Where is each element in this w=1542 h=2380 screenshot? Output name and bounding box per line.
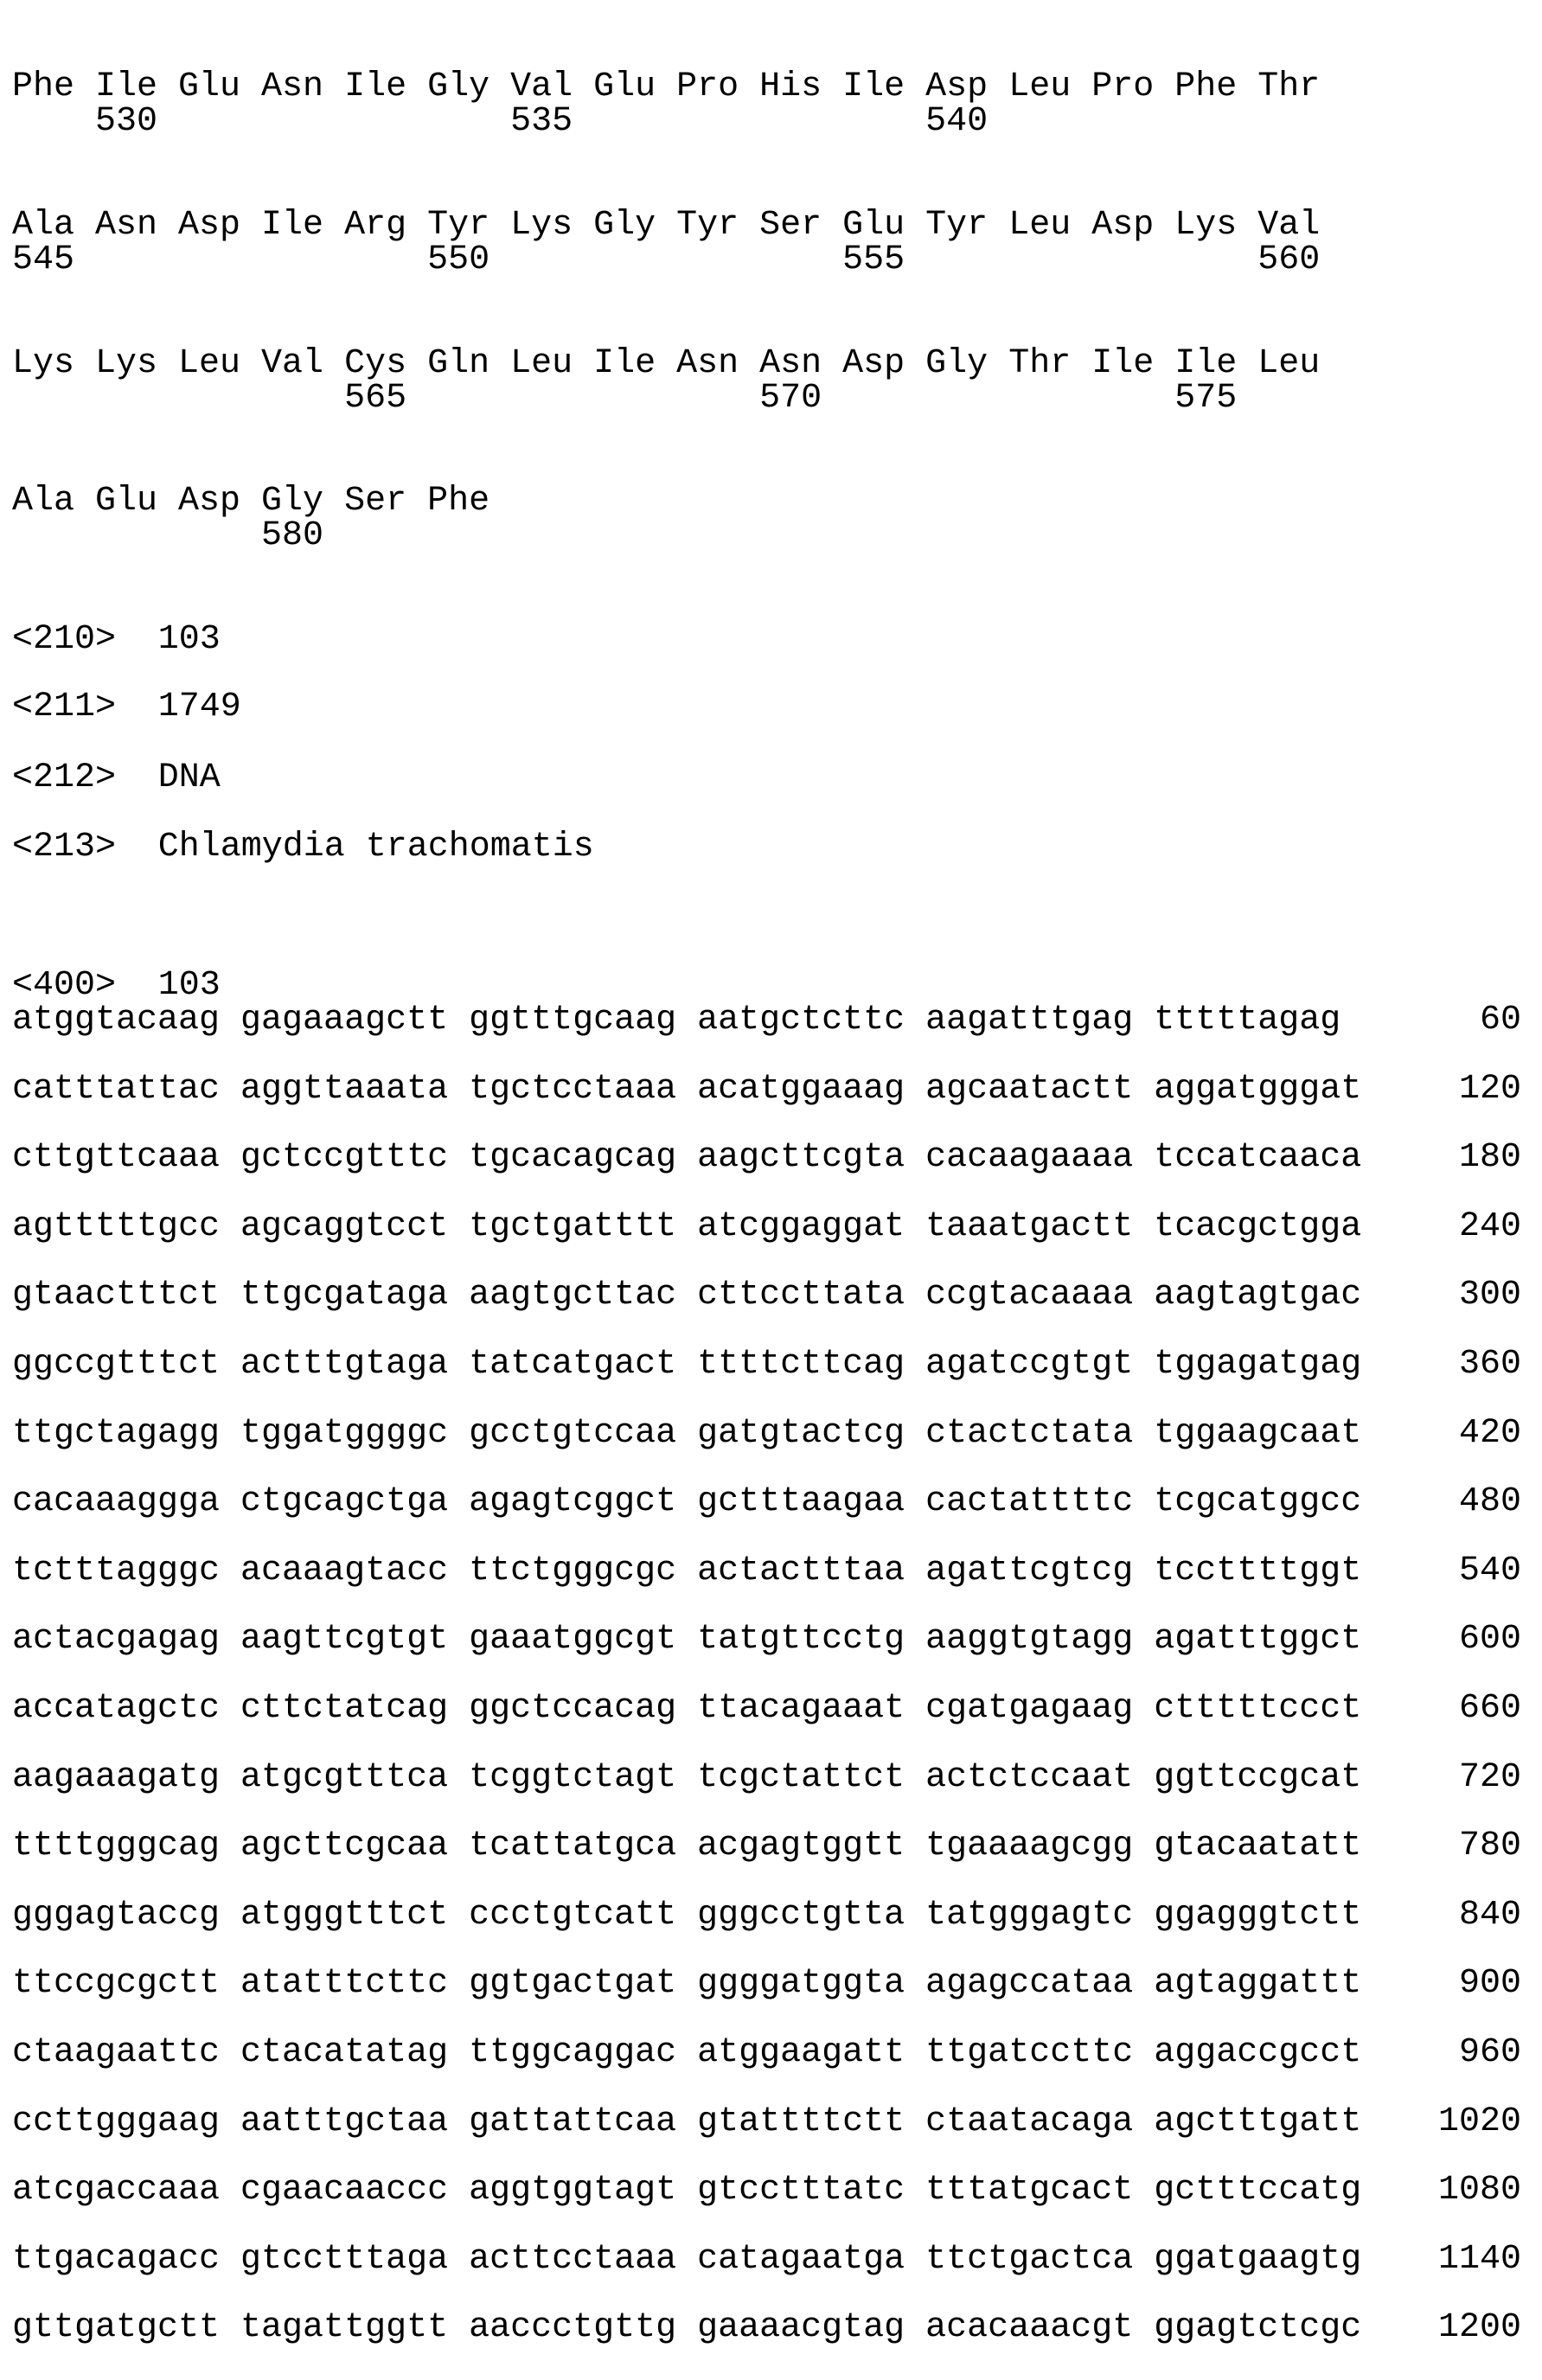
sequence-line: cacaaaggga ctgcagctga agagtcggct gctttaagaa cactattttc tcgcatggcc: [12, 1485, 1361, 1519]
sequence-position: 960: [0, 2036, 1521, 2070]
header-value: Chlamydia trachomatis: [158, 830, 594, 865]
sequence-line: actacgagag aagttcgtgt gaaatggcgt tatgttcctg aaggtgtagg agatttggct: [12, 1622, 1361, 1657]
sequence-position: 780: [0, 1829, 1521, 1864]
sequence-header-tag: <400>: [12, 969, 116, 1003]
sequence-line: gtaactttct ttgcgataga aagtgcttac cttccttata ccgtacaaaa aagtagtgac: [12, 1278, 1361, 1313]
sequence-line: atcgaccaaa cgaacaaccc aggtggtagt gtcctttatc tttatgcact gctttccatg: [12, 2173, 1361, 2208]
sequence-position: 1020: [0, 2105, 1521, 2140]
sequence-position: 600: [0, 1622, 1521, 1657]
protein-residues-row: Ala Asn Asp Ile Arg Tyr Lys Gly Tyr Ser Glu Tyr Leu Asp Lys Val: [12, 208, 1320, 243]
sequence-line: ccttgggaag aatttgctaa gattattcaa gtattttctt ctaatacaga agctttgatt: [12, 2105, 1361, 2140]
sequence-position: 120: [0, 1072, 1521, 1107]
protein-residues-row: Phe Ile Glu Asn Ile Gly Val Glu Pro His Ile Asp Leu Pro Phe Thr: [12, 70, 1320, 105]
sequence-position: 300: [0, 1278, 1521, 1313]
sequence-line: ttttgggcag agcttcgcaa tcattatgca acgagtggtt tgaaaagcgg gtacaatatt: [12, 1829, 1361, 1864]
header-tag: <210>: [12, 623, 116, 657]
sequence-position: 1080: [0, 2173, 1521, 2208]
sequence-line: ggccgtttct actttgtaga tatcatgact ttttcttcag agatccgtgt tggagatgag: [12, 1347, 1361, 1382]
sequence-position: 1200: [0, 2311, 1521, 2345]
sequence-position: 420: [0, 1417, 1521, 1451]
protein-position-numbers: 580: [12, 519, 323, 553]
header-value: 103: [158, 623, 221, 657]
sequence-position: 840: [0, 1898, 1521, 1933]
sequence-position: 720: [0, 1761, 1521, 1795]
sequence-line: atggtacaag gagaaagctt ggtttgcaag aatgctcttc aagatttgag tttttagag: [12, 1003, 1340, 1038]
sequence-line: gttgatgctt tagattggtt aaccctgttg gaaaacgtag acacaaacgt ggagtctcgc: [12, 2311, 1361, 2345]
sequence-position: 1140: [0, 2242, 1521, 2277]
sequence-line: ttgacagacc gtcctttaga acttcctaaa catagaatga ttctgactca ggatgaagtg: [12, 2242, 1361, 2277]
protein-residues-row: Ala Glu Asp Gly Ser Phe: [12, 484, 489, 519]
header-value: 1749: [158, 690, 241, 725]
sequence-position: 900: [0, 1967, 1521, 2001]
sequence-line: agtttttgcc agcaggtcct tgctgatttt atcggaggat taaatgactt tcacgctgga: [12, 1210, 1361, 1244]
sequence-line: ctaagaattc ctacatatag ttggcaggac atggaagatt ttgatccttc aggaccgcct: [12, 2036, 1361, 2070]
header-tag: <213>: [12, 830, 116, 865]
header-tag: <211>: [12, 690, 116, 725]
sequence-line: aagaaagatg atgcgtttca tcggtctagt tcgctattct actctccaat ggttccgcat: [12, 1761, 1361, 1795]
sequence-position: 540: [0, 1554, 1521, 1589]
sequence-position: 60: [0, 1003, 1521, 1038]
sequence-line: tctttagggc acaaagtacc ttctgggcgc actactttaa agattcgtcg tccttttggt: [12, 1554, 1361, 1589]
header-tag: <212>: [12, 761, 116, 796]
protein-position-numbers: 530 535 540: [12, 105, 988, 139]
sequence-header-value: 103: [158, 969, 221, 1003]
protein-residues-row: Lys Lys Leu Val Cys Gln Leu Ile Asn Asn Asp Gly Thr Ile Ile Leu: [12, 347, 1320, 381]
protein-position-numbers: 545 550 555 560: [12, 243, 1320, 278]
sequence-position: 480: [0, 1485, 1521, 1519]
header-value: DNA: [158, 761, 221, 796]
protein-position-numbers: 565 570 575: [12, 381, 1237, 416]
sequence-line: cttgttcaaa gctccgtttc tgcacagcag aagcttcgta cacaagaaaa tccatcaaca: [12, 1141, 1361, 1175]
sequence-position: 360: [0, 1347, 1521, 1382]
sequence-position: 180: [0, 1141, 1521, 1175]
sequence-position: 660: [0, 1692, 1521, 1726]
sequence-position: 240: [0, 1210, 1521, 1244]
sequence-line: gggagtaccg atgggtttct ccctgtcatt gggcctgtta tatgggagtc ggagggtctt: [12, 1898, 1361, 1933]
sequence-line: catttattac aggttaaata tgctcctaaa acatggaaag agcaatactt aggatgggat: [12, 1072, 1361, 1107]
sequence-line: accatagctc cttctatcag ggctccacag ttacagaaat cgatgagaag ctttttccct: [12, 1692, 1361, 1726]
sequence-line: ttccgcgctt atatttcttc ggtgactgat ggggatggta agagccataa agtaggattt: [12, 1967, 1361, 2001]
sequence-line: ttgctagagg tggatggggc gcctgtccaa gatgtactcg ctactctata tggaagcaat: [12, 1417, 1361, 1451]
